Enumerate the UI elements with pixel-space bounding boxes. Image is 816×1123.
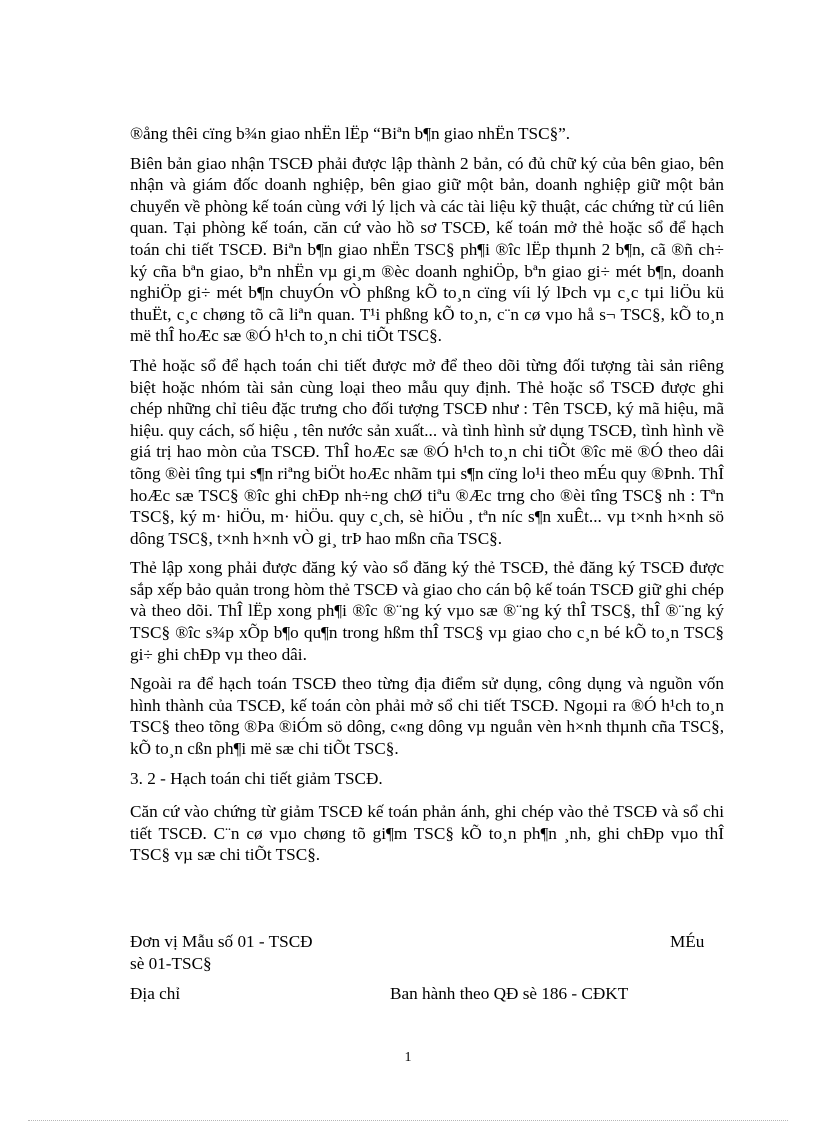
paragraph-gap [130, 789, 724, 801]
paragraph-decrease: Căn cứ vào chứng từ giảm TSCĐ kế toán phản ánh, ghi chép vào thẻ TSCĐ và sổ chi tiết TSCĐ. C¨n cø vµo chøng tõ gi¶m TSC§ kÕ to¸n ph¶n ¸nh, ghi chÐp vµo thÎ TSC§ vµ sæ chi tiÕt TSC§. [130, 802, 724, 865]
form-decree-label: Ban hành theo QĐ sè 186 - CĐKT [390, 984, 629, 1003]
paragraph-handover-record: Biên bản giao nhận TSCĐ phải được lập thành 2 bản, có đủ chữ ký của bên giao, bên nhận và giám đốc doanh nghiệp, bên giao giữ một bản, doanh nghiệp giữ một bản chuyển về phòng kế toán cùng với lý lịch và các tài liệu kỹ thuật, các chứng từ cú liên quan. Tại phòng kế toán, căn cứ vào hồ sơ TSCĐ, kế toán mở thẻ hoặc sổ để hạch toán chi tiết TSCĐ. Biªn b¶n giao nhËn TSC§ ph¶i ®îc lËp thµnh 2 b¶n, cã ®ñ ch÷ ký cña bªn giao, bªn nhËn vµ gi¸m ®èc doanh nghiÖp, bªn giao gi÷ mét b¶n, doanh nghiÖp gi÷ mét b¶n chuyÓn vÒ phßng kÕ to¸n cïng víi lý lÞch vµ c¸c tµi liÖu kü thuËt, c¸c chøng tõ cã liªn quan. T¹i phßng kÕ to¸n, c¨n cø vµo hå s¬ TSC§, kÕ to¸n më thÎ hoÆc sæ ®Ó h¹ch to¸n chi tiÕt TSC§. [130, 153, 724, 346]
page-number: 1 [404, 1050, 412, 1065]
paragraph-asset-card: Thẻ hoặc sổ để hạch toán chi tiết được mở để theo dõi từng đối tượng tài sản riêng biệt hoặc nhóm tài sản cùng loại theo mẫu quy định. Thẻ hoặc sổ TSCĐ được ghi chép những chỉ tiêu đặc trưng cho đối tượng TSCĐ như : Tên TSCĐ, ký mã hiệu, mã hiệu. quy cách, số hiệu , tên nước sản xuất... và tình hình sử dụng TSCĐ, tình hình về giá trị hao mòn của TSCĐ. ThÎ hoÆc sæ ®Ó h¹ch to¸n chi tiÕt ®îc më ®Ó theo dâi tõng ®èi tîng tµi s¶n riªng biÖt hoÆc nhãm tµi s¶n cïng lo¹i theo mÉu quy ®Þnh. ThÎ hoÆc sæ TSC§ ®îc ghi chÐp nh÷ng chØ tiªu ®Æc trng cho ®èi tîng TSC§ nh : Tªn TSC§, ký m· hiÖu, m· hiÖu. quy c¸ch, sè hiÖu , tªn níc s¶n xuÊt... vµ t×nh h×nh sö dông TSC§, t×nh h×nh vÒ gi¸ trÞ hao mßn cña TSC§. [130, 355, 724, 548]
page-bottom-rule [28, 1120, 788, 1121]
form-unit-label: Đơn vị Mẫu số 01 - TSCĐ [130, 932, 313, 951]
form-template-label: MÉu [670, 932, 705, 951]
form-address-label: Địa chỉ [130, 984, 181, 1003]
form-header-line-2 [130, 953, 724, 975]
form-header-line-1 [130, 931, 724, 953]
body-text [130, 123, 724, 866]
paragraph-gap [130, 549, 724, 557]
form-template-number: sè 01-TSC§ [130, 954, 212, 973]
paragraph-gap [130, 665, 724, 673]
paragraph-gap [130, 347, 724, 355]
paragraph-handover: ®ång thêi cïng b¾n giao nhËn lËp “Biªn b¶n giao nhËn TSC§”. [130, 124, 571, 143]
paragraph-gap [130, 760, 724, 768]
paragraph-gap [130, 145, 724, 153]
paragraph-card-registration: Thẻ lập xong phải được đăng ký vào sổ đăng ký thẻ TSCĐ, thẻ đăng ký TSCĐ được sắp xếp bảo quản trong hòm thẻ TSCĐ và giao cho cán bộ kế toán TSCĐ giữ ghi chép và theo dõi. ThÎ lËp xong ph¶i ®îc ®¨ng ký vµo sæ ®¨ng ký thÎ TSC§, thÎ ®¨ng ký TSC§ ®îc s¾p xÕp b¶o qu¶n trong hßm thÎ TSC§ vµ giao cho c¸n bé kÕ to¸n TSC§ gi÷ ghi chÐp vµ theo dâi. [130, 558, 724, 664]
section-heading: 3. 2 - Hạch toán chi tiết giảm TSCĐ. [130, 768, 383, 788]
form-header-line-3 [130, 983, 724, 1005]
paragraph-detail-ledger: Ngoài ra để hạch toán TSCĐ theo từng địa điểm sử dụng, công dụng và nguồn vốn hình thành của TSCĐ, kế toán còn phải mở sổ chi tiết TSCĐ. Ngoµi ra ®Ó h¹ch to¸n TSC§ theo tõng ®Þa ®iÓm sö dông, c«ng dông vµ nguån vèn h×nh thµnh cña TSC§, kÕ to¸n cßn ph¶i më sæ chi tiÕt TSC§. [130, 674, 724, 759]
